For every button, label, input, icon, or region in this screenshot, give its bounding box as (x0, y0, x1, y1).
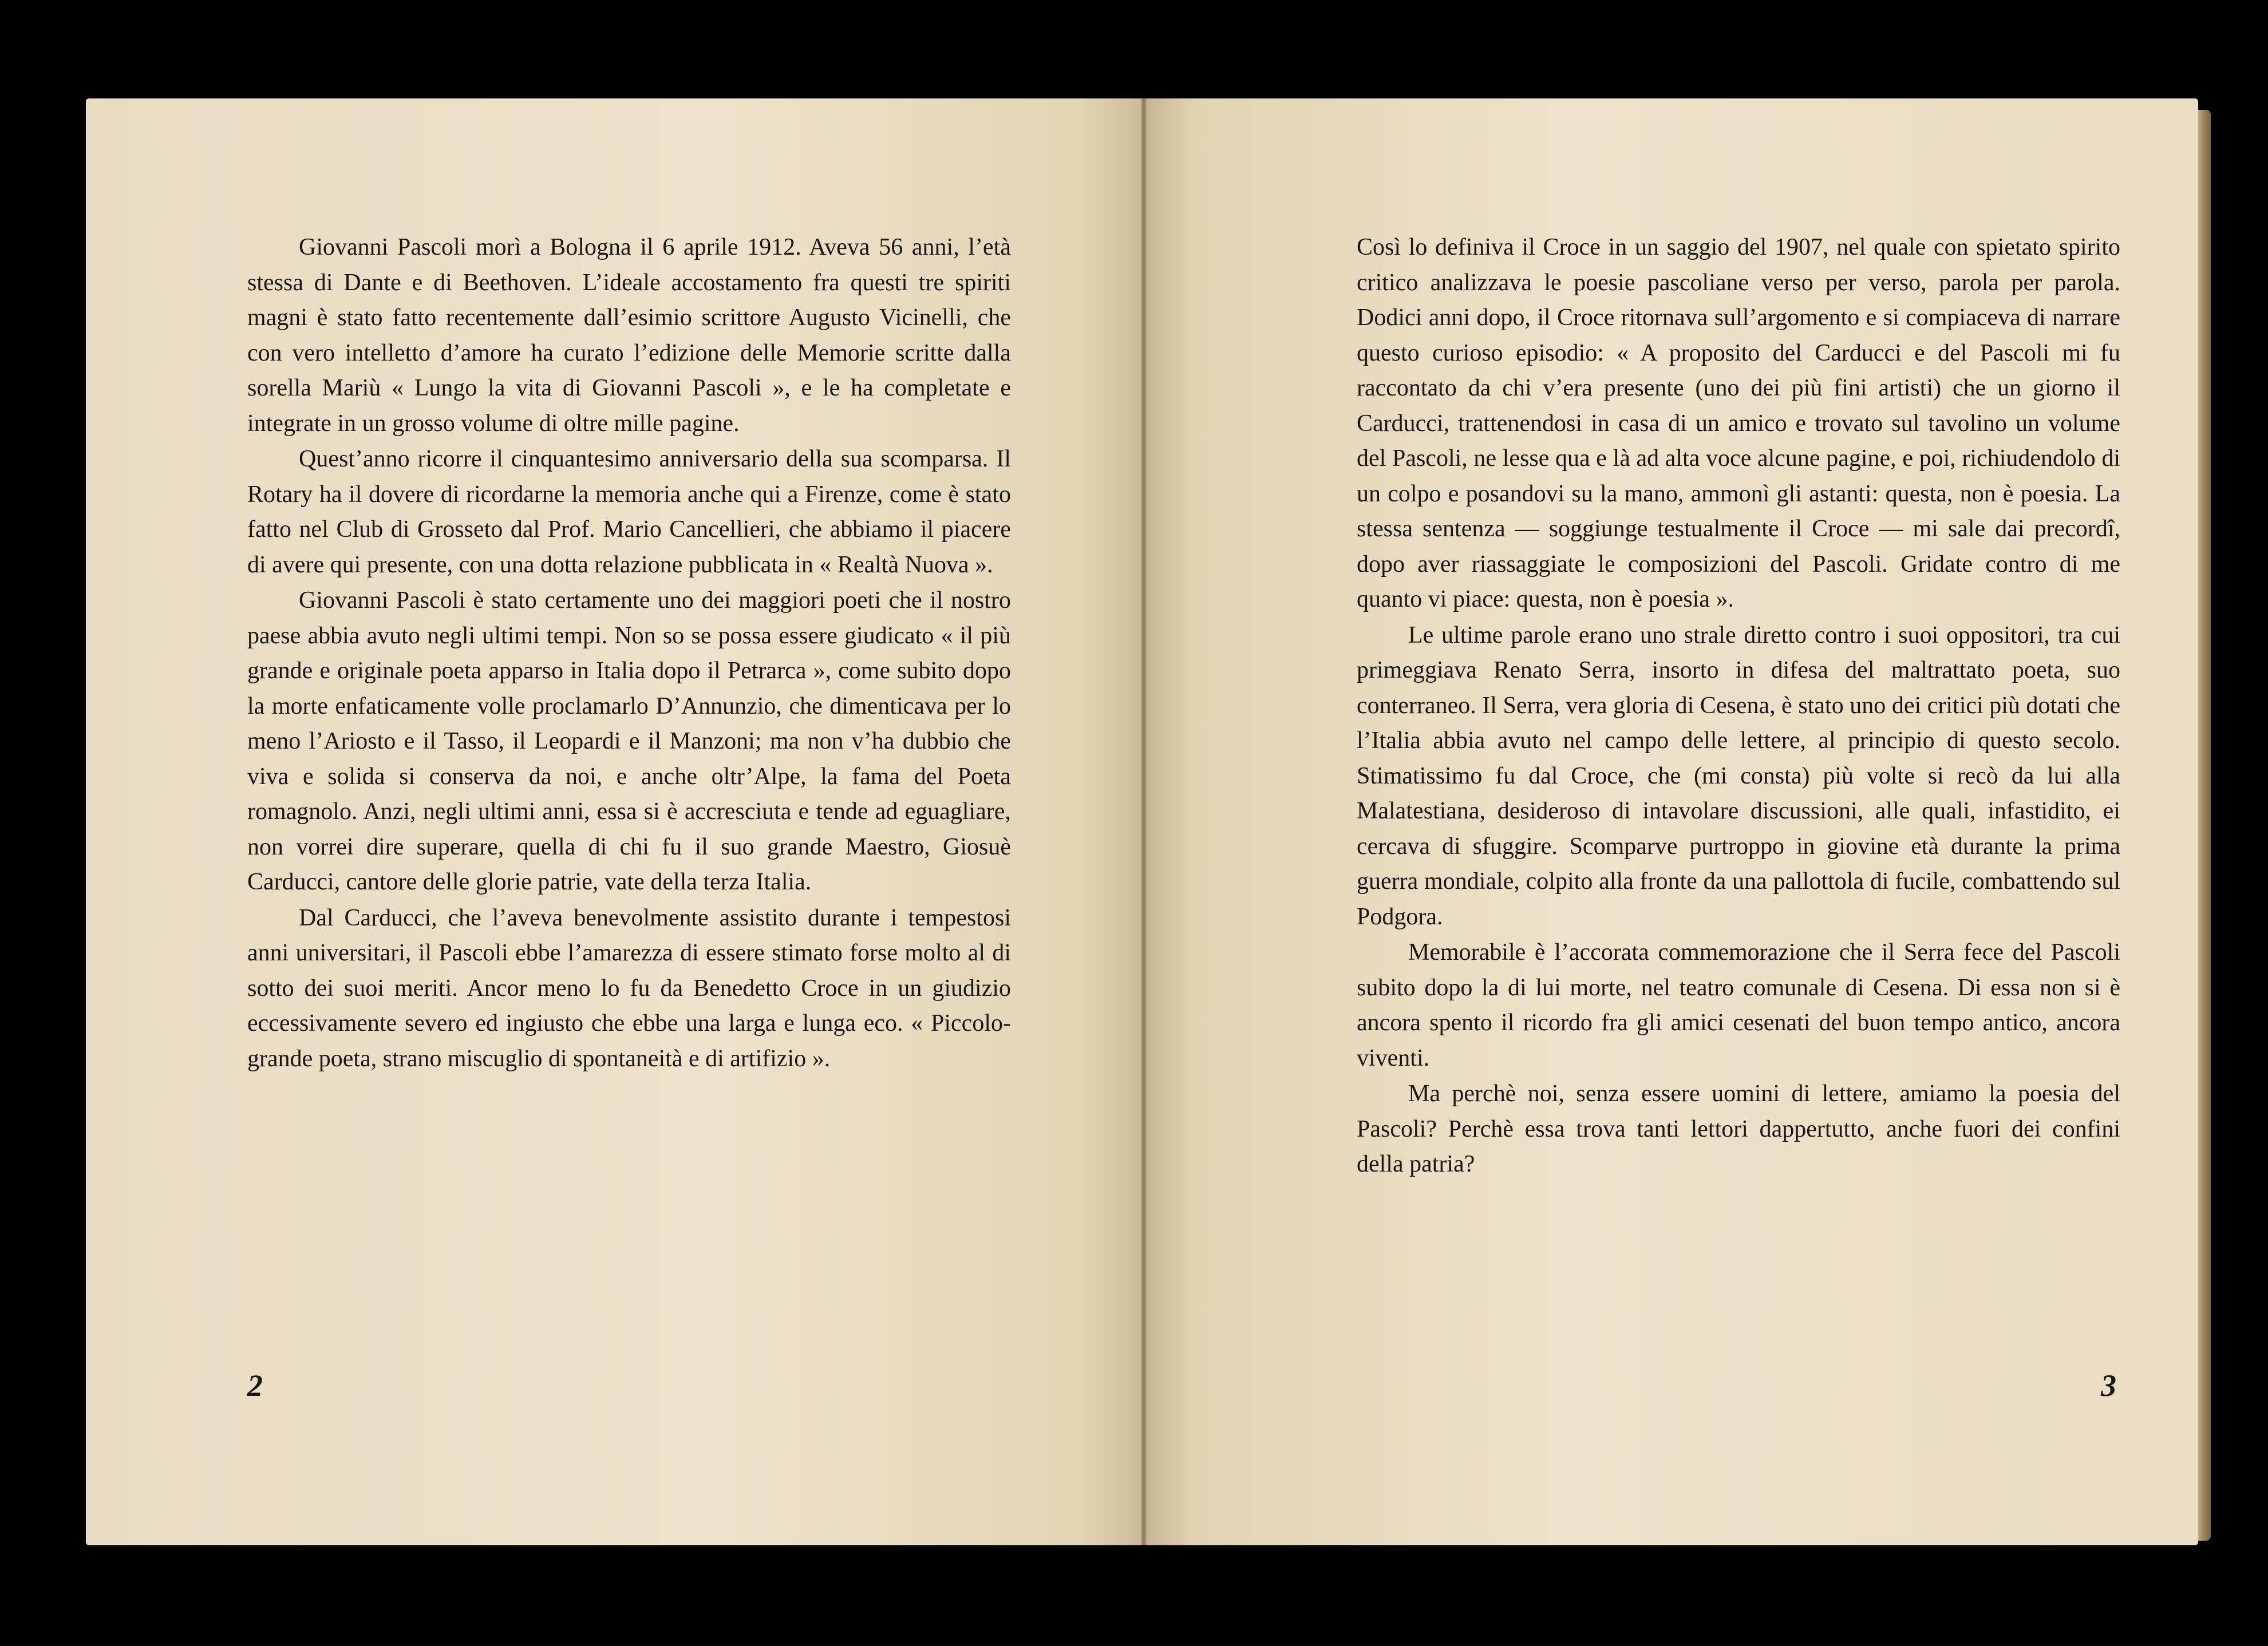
right-paragraph-3: Memorabile è l’accorata commemorazione che il Serra fece del Pascoli subito dopo la di lui morte, nel teatro comunale di Cesena. Di essa non si è ancora spento il ricordo fra gli amici cesenati del buon tempo antico, ancora viventi. (1357, 939, 2120, 1071)
left-paragraph-4: Dal Carducci, che l’aveva benevolmente assistito durante i tempestosi anni universitari, il Pascoli ebbe l’amarezza di essere stimato forse molto al di sotto dei suoi meriti. Ancor meno lo fu da Benedetto Croce in un giudizio eccessivamente severo ed ingiusto che ebbe una larga e lunga eco. « Piccolo-grande poeta, strano miscuglio di spontaneità e di artifizio ». (247, 904, 1011, 1072)
left-page-text (247, 230, 1011, 1077)
page-edge (2197, 110, 2211, 1541)
left-page (86, 98, 1144, 1545)
right-page-number: 3 (2101, 1368, 2116, 1403)
left-paragraph-2: Quest’anno ricorre il cinquantesimo anniversario della sua scomparsa. Il Rotary ha il dovere di ricordarne la memoria anche qui a Firenze, come è stato fatto nel Club di Grosseto dal Prof. Mario Cancellieri, che abbiamo il piacere di avere qui presente, con una dotta relazione pubblicata in « Realtà Nuova ». (247, 446, 1011, 578)
right-page-text (1357, 230, 2120, 1182)
right-paragraph-1: Così lo definiva il Croce in un saggio del 1907, nel quale con spietato spirito critico analizzava le poesie pascoliane verso per verso, parola per parola. Dodici anni dopo, il Croce ritornava sull’argomento e si compiaceva di narrare questo curioso episodio: « A proposito del Carducci e del Pascoli mi fu raccontato da chi v’era presente (uno dei più fini artisti) che un giorno il Carducci, trattenendosi in casa di un amico e trovato sul tavolino un volume del Pascoli, ne lesse qua e là ad alta voce alcune pagine, e poi, richiudendolo di un colpo e posandovi su la mano, ammonì gli astanti: questa, non è poesia. La stessa sentenza — soggiunge testualmente il Croce — mi sale dai precordî, dopo aver riassaggiate le composizioni del Pascoli. Gridate contro di me quanto vi piace: questa, non è poesia ». (1357, 234, 2120, 612)
left-paragraph-1: Giovanni Pascoli morì a Bologna il 6 aprile 1912. Aveva 56 anni, l’età stessa di Dante e di Beethoven. L’ideale accostamento fra questi tre spiriti magni è stato fatto recentemente dall’esimio scrittore Augusto Vicinelli, che con vero intelletto d’amore ha curato l’edizione delle Memorie scritte dalla sorella Mariù « Lungo la vita di Giovanni Pascoli », e le ha completate e integrate in un grosso volume di oltre mille pagine. (247, 234, 1011, 437)
right-paragraph-2: Le ultime parole erano uno strale diretto contro i suoi oppositori, tra cui primeggiava Renato Serra, insorto in difesa del maltrattato poeta, suo conterraneo. Il Serra, vera gloria di Cesena, è stato uno dei critici più dotati che l’Italia abbia avuto nel campo delle lettere, al principio di questo secolo. Stimatissimo fu dal Croce, che (mi consta) più volte si recò da lui alla Malatestiana, desideroso di intavolare discussioni, alle quali, infastidito, ei cercava di sfuggire. Scomparve purtroppo in giovine età durante la prima guerra mondiale, colpito alla fronte da una pallottola di fucile, combattendo sul Podgora. (1357, 622, 2120, 930)
right-page (1144, 98, 2198, 1545)
book-gutter (1141, 98, 1147, 1545)
right-paragraph-4: Ma perchè noi, senza essere uomini di lettere, amiamo la poesia del Pascoli? Perchè essa trova tanti lettori dappertutto, anche fuori dei confini della patria? (1357, 1081, 2120, 1177)
left-page-number: 2 (247, 1368, 263, 1403)
book-spread (86, 98, 2198, 1545)
left-paragraph-3: Giovanni Pascoli è stato certamente uno dei maggiori poeti che il nostro paese abbia avuto negli ultimi tempi. Non so se possa essere giudicato « il più grande e originale poeta apparso in Italia dopo il Petrarca », come subito dopo la morte enfaticamente volle proclamarlo D’Annunzio, che dimenticava per lo meno l’Ariosto e il Tasso, il Leopardi e il Manzoni; ma non v’ha dubbio che viva e solida si conserva da noi, e anche oltr’Alpe, la fama del Poeta romagnolo. Anzi, negli ultimi anni, essa si è accresciuta e tende ad eguagliare, non vorrei dire superare, quella di chi fu il suo grande Maestro, Giosuè Carducci, cantore delle glorie patrie, vate della terza Italia. (247, 587, 1011, 895)
